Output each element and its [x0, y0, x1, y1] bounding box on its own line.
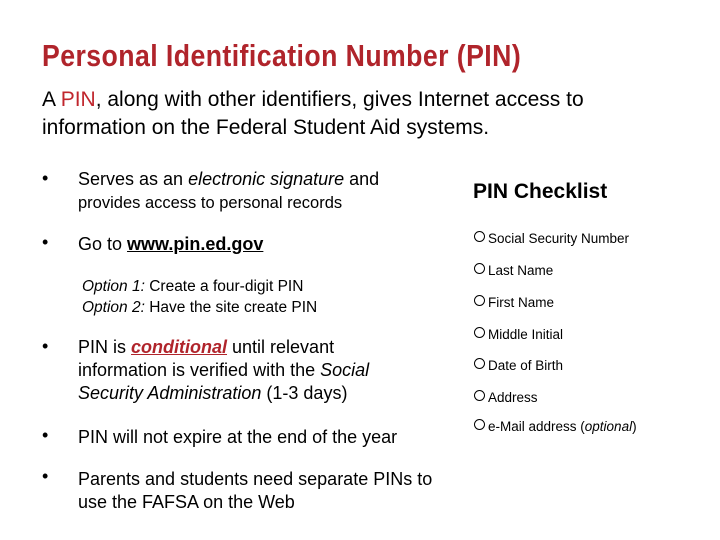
- checklist-item: Date of Birth: [474, 358, 563, 373]
- checklist-item: Social Security Number: [474, 231, 629, 246]
- checkbox-circle-icon: [474, 419, 485, 430]
- bullet-no-expire: PIN will not expire at the end of the year: [78, 427, 398, 447]
- pin-options: Option 1: Create a four-digit PIN Option 2: Have the site create PIN: [82, 278, 318, 316]
- checklist-title: PIN Checklist: [473, 180, 608, 203]
- intro-text: A PIN, along with other identifiers, gives Internet access to information on the Federal Student Aid systems.: [42, 88, 584, 139]
- bullet-dot: •: [42, 425, 49, 445]
- checklist-item: Last Name: [474, 263, 553, 278]
- bullet-dot: •: [42, 466, 49, 486]
- bullet-dot: •: [42, 168, 49, 188]
- checkbox-circle-icon: [474, 231, 485, 242]
- bullet-electronic-signature: Serves as an electronic signature and provides access to personal records: [78, 169, 380, 212]
- checkbox-circle-icon: [474, 390, 485, 401]
- checklist-item: Middle Initial: [474, 327, 563, 342]
- checkbox-circle-icon: [474, 263, 485, 274]
- pin-highlight: PIN: [60, 88, 96, 111]
- checklist-item: Address: [474, 390, 538, 405]
- page-title: Personal Identification Number (PIN): [42, 38, 522, 73]
- checkbox-circle-icon: [474, 295, 485, 306]
- checkbox-circle-icon: [474, 327, 485, 338]
- bullet-dot: •: [42, 336, 49, 356]
- bullet-conditional: PIN is conditional until relevant information is verified with the Social Security Administration (1-3 days): [78, 337, 370, 403]
- bullet-go-to-site: Go to www.pin.ed.gov: [78, 234, 264, 254]
- pin-site-link[interactable]: www.pin.ed.gov: [127, 234, 264, 254]
- checklist-item: e-Mail address (optional): [474, 419, 637, 434]
- bullet-separate-pins: Parents and students need separate PINs to use the FAFSA on the Web: [78, 469, 433, 512]
- bullet-dot: •: [42, 232, 49, 252]
- checkbox-circle-icon: [474, 358, 485, 369]
- checklist-item: First Name: [474, 295, 554, 310]
